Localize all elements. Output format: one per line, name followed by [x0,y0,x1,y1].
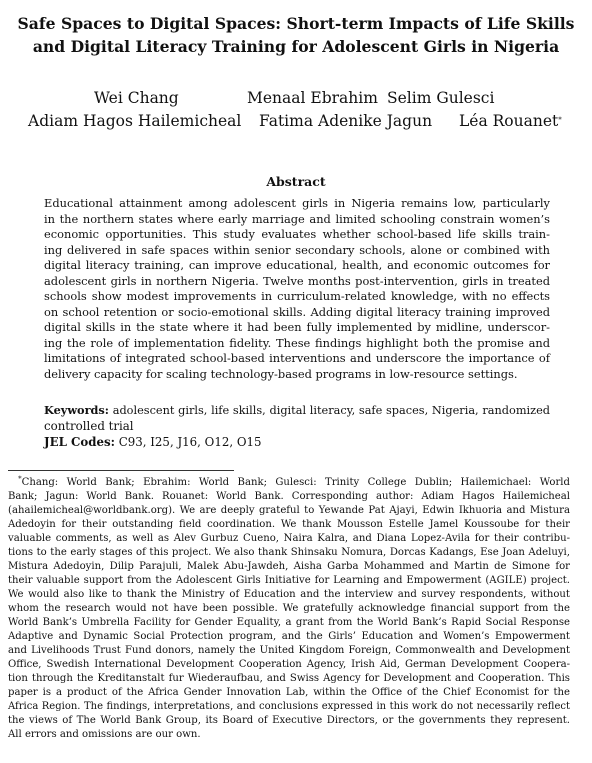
footnote-line: Office, Swedish International Development Cooperation Agency, Irish Aid, German Development Coopera- [8,659,570,670]
footnote-line: World Bank’s Umbrella Facility for Gender Equality, a grant from the World Bank’s Rapid Social Response [8,617,570,628]
footnote-line: paper is a product of the Africa Gender Innovation Lab, within the Office of the Chief Economist for the [8,687,570,698]
author-row [0,89,592,111]
author-row [0,112,592,134]
author-name: Fatima Adenike Jagun [259,112,433,130]
author-name: Léa Rouanet [459,112,559,130]
abstract-body [44,196,550,382]
title-line: Safe Spaces to Digital Spaces: Short-term Impacts of Life Skills [17,14,575,33]
jel-codes [44,434,550,450]
abstract-line: adolescent girls in northern Nigeria. Twelve months post-intervention, girls in treated [44,273,550,288]
abstract-line: in the northern states where early marriage and limited schooling constrain women’s [44,211,550,226]
abstract-line: ing the role of implementation fidelity. These findings highlight both the promise and [44,335,550,350]
footnote-line: Adedoyin for their outstanding field coordination. We thank Mousson Estelle Jamel Koussoube for their [8,519,570,530]
footnote-text: Chang: World Bank; Ebrahim: World Bank; Gulesci: Trinity College Dublin; Hailemichael: World [21,477,570,488]
abstract-line: limitations of integrated school-based interventions and underscore the importance of [44,351,550,365]
author-name: Wei Chang [94,89,179,107]
keywords-text-cont: controlled trial [44,419,134,433]
footnote-line: Africa Region. The findings, interpretations, and conclusions expressed in this work do not necessarily reflect [8,701,570,712]
jel-label: JEL Codes: [44,435,115,449]
footnote-line: and Livelihoods Trust Fund donors, namely the United Kingdom Foreign, Commonwealth and Development [8,645,570,656]
footnote-line: whom the research would not have been possible. We gratefully acknowledge financial support from the [8,603,570,614]
footnote-line: tion through the Kreditanstalt fur Wiederaufbau, and Swiss Agency for Development and Cooperation. This [8,673,570,684]
abstract-line: digital skills in the state where it had been fully implemented by midline, underscor- [44,320,550,334]
abstract-line: Educational attainment among adolescent girls in Nigeria remains low, particularly [44,196,550,210]
abstract-line: delivery capacity for scaling technology-based programs in low-resource settings. [44,366,518,381]
footnote-marker: * [558,116,562,124]
abstract-line: digital literacy training, can improve educational, health, and economic outcomes for [44,258,550,272]
abstract-line: schools show modest improvements in curriculum-related knowledge, with no effects [44,289,550,303]
footnote-line: Adaptive and Dynamic Social Protection program, and the Girls’ Education and Women’s Empowerment [8,631,570,642]
keywords-text: adolescent girls, life skills, digital literacy, safe spaces, Nigeria, randomized [112,404,551,417]
footnote-line: Mistura Adedoyin, Dilip Parajuli, Malek Abu-Jawdeh, Aisha Garba Mohammed and Martin de Simone for [8,561,570,572]
abstract-line: economic opportunities. This study evaluates whether school-based life skills train- [44,227,550,241]
author-name-last [459,112,562,130]
keywords-label: Keywords: [44,403,109,417]
footnote-line: All errors and omissions are our own. [8,729,201,740]
abstract-line: ing delivered in safe spaces within senior secondary schools, alone or combined with [44,242,550,257]
paper-title [10,12,582,58]
abstract-heading: Abstract [266,174,326,189]
author-name: Adiam Hagos Hailemicheal [28,112,242,130]
author-name: Menaal Ebrahim [247,89,378,107]
footnote-rule [8,470,234,471]
title-line: and Digital Literacy Training for Adolescent Girls in Nigeria [32,37,560,56]
abstract-line: on school retention or socio-emotional skills. Adding digital literacy training improved [44,304,550,319]
footnote-line: the views of The World Bank Group, its Board of Executive Directors, or the governments they represent. [8,715,570,726]
footnote-line: We would also like to thank the Ministry of Education and the interview and survey respondents, without [8,589,570,600]
keywords [44,402,550,434]
footnote-line: (ahailemicheal@worldbank.org). We are deeply grateful to Yewande Pat Ajayi, Edwin Ikhuoria and Mistura [8,505,570,516]
footnote-line: Bank; Jagun: World Bank. Rouanet: World Bank. Corresponding author: Adiam Hagos Hailemicheal [8,491,570,502]
footnote-line [8,476,570,490]
footnote-line: valuable comments, as well as Alev Gurbuz Cueno, Naira Kalra, and Diana Lopez-Avila for their contribu- [8,533,570,544]
footnote-line: their valuable support from the Adolescent Girls Initiative for Learning and Empowerment (AGILE) project. [8,575,570,586]
jel-value: C93, I25, J16, O12, O15 [118,435,262,449]
keywords-line [44,402,550,418]
footnote-line: tions to the early stages of this project. We also thank Shinsaku Nomura, Dorcas Kadangs, Ese Joan Adeluyi, [8,547,570,558]
footnote [8,476,570,742]
author-name: Selim Gulesci [387,89,495,107]
footnote-mark: * [18,475,22,483]
